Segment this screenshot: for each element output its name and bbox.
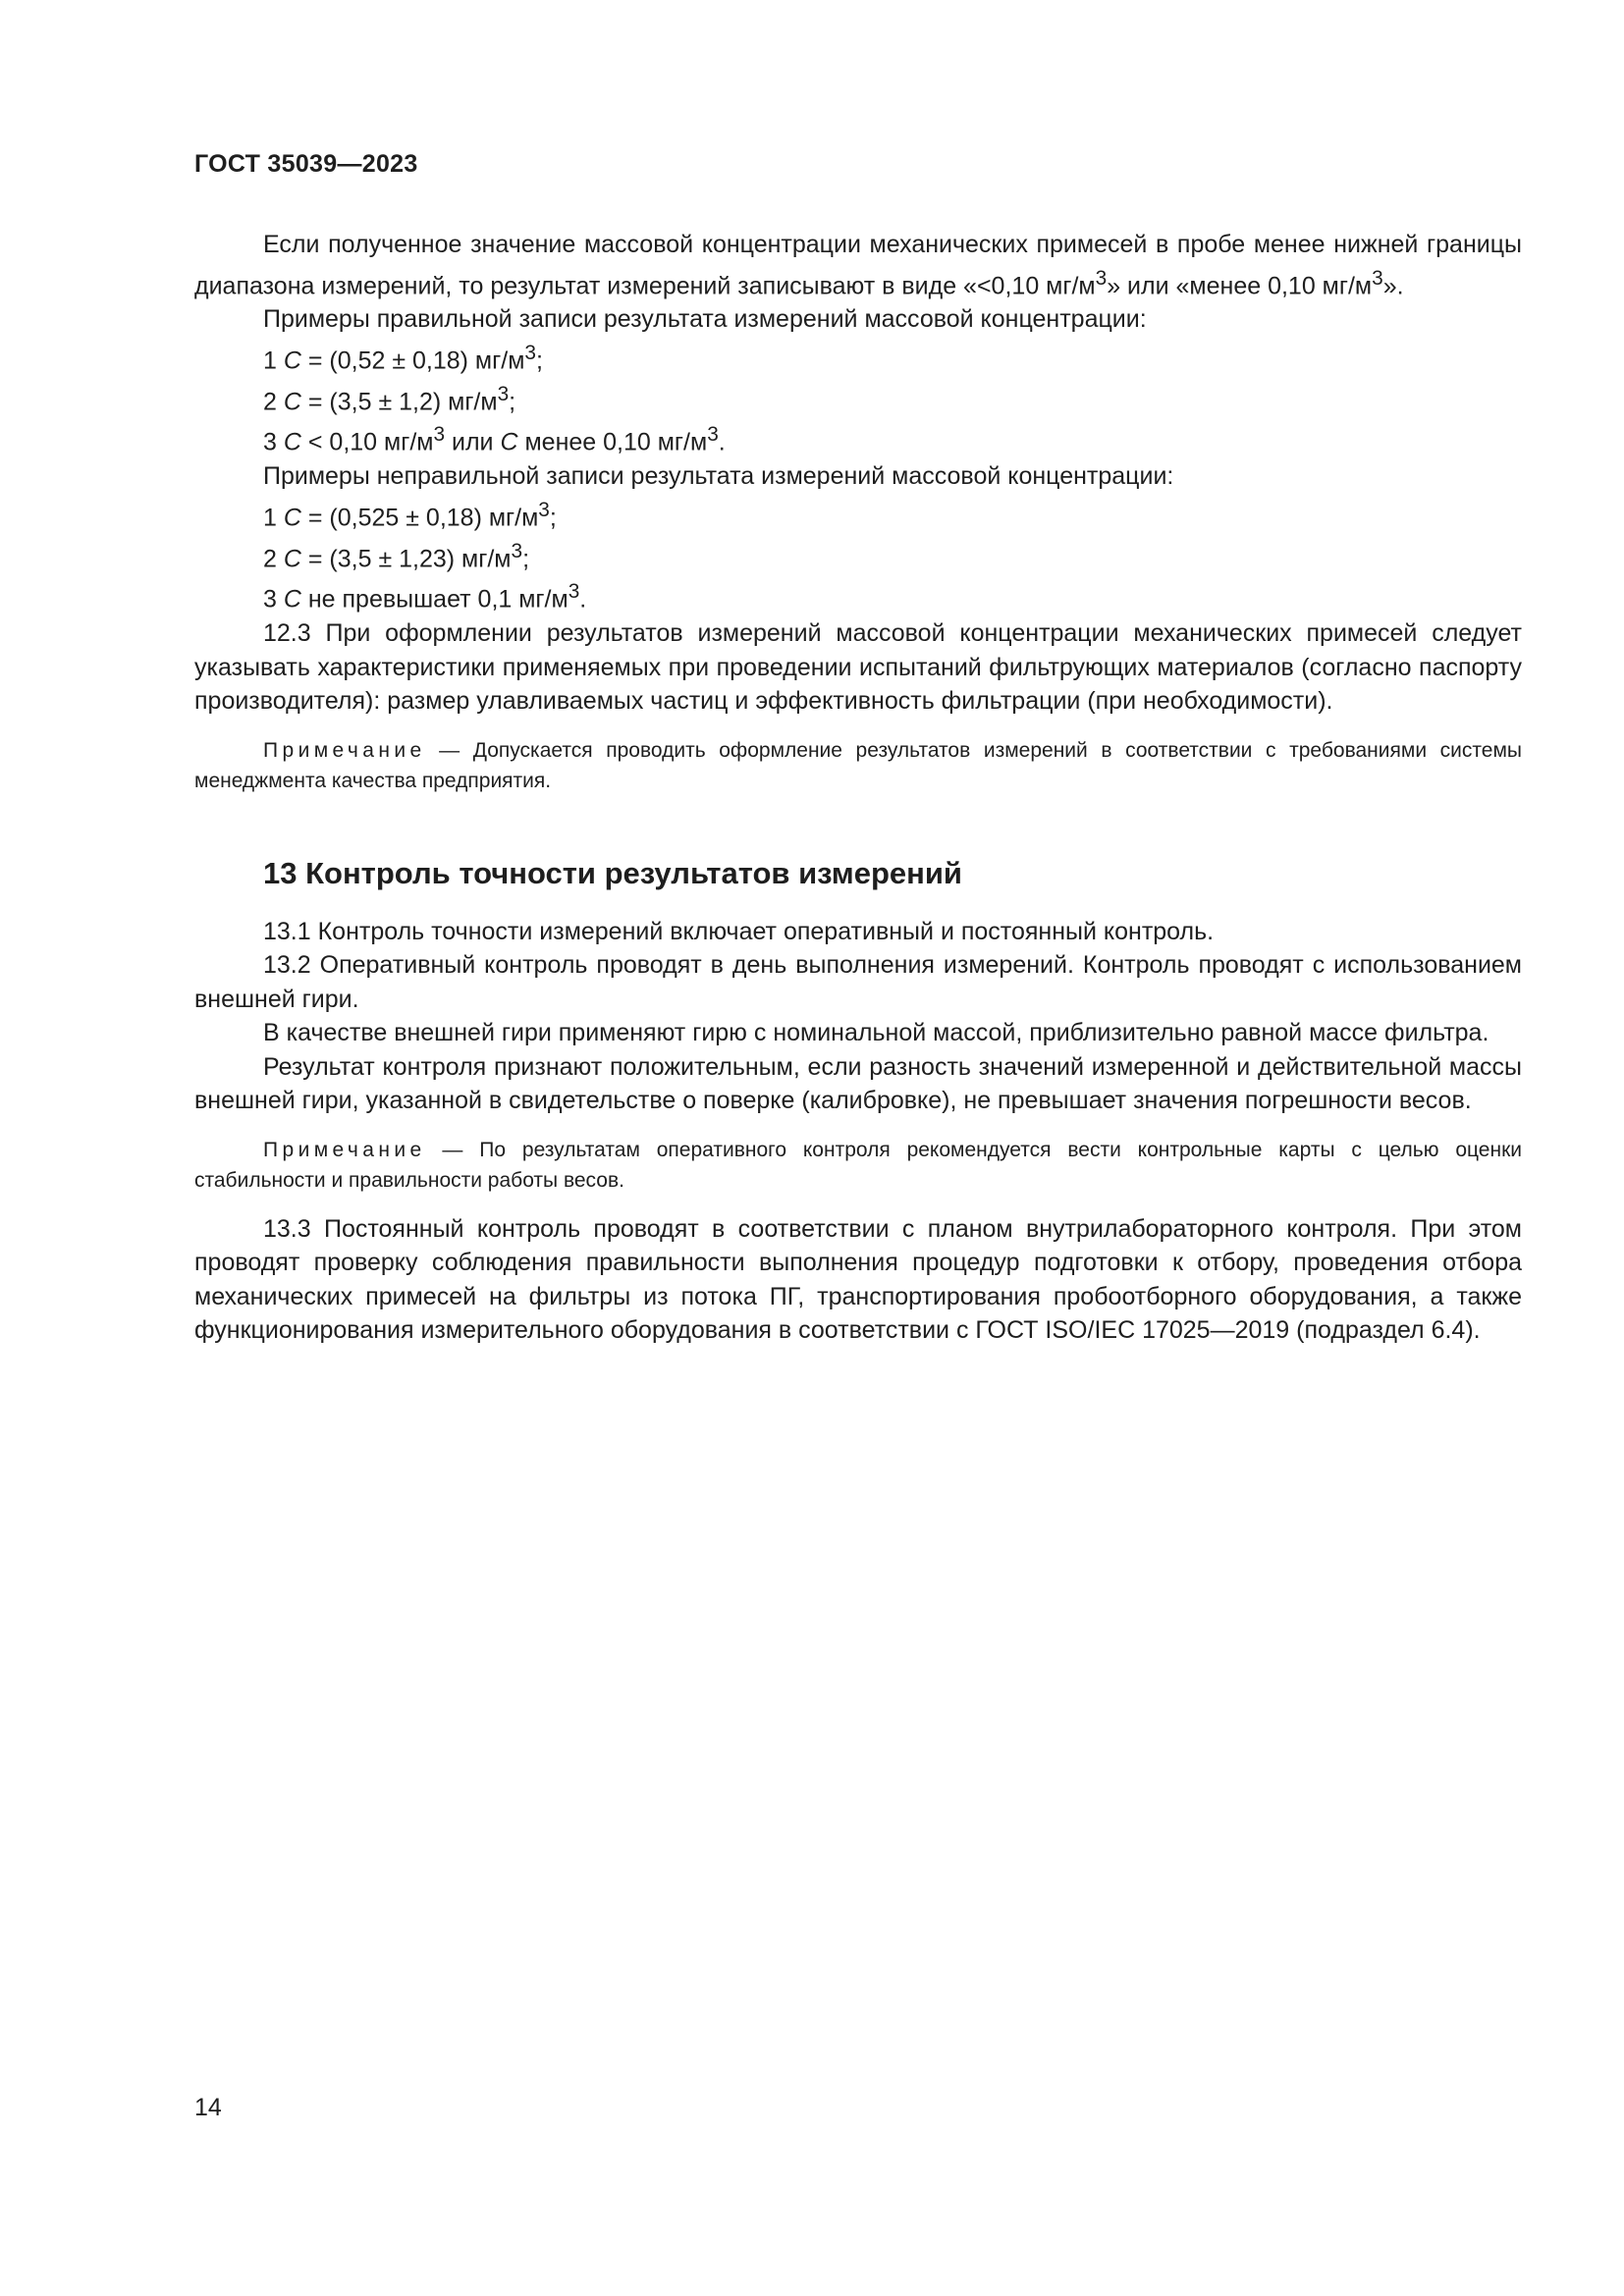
correct-example-item bbox=[194, 337, 1522, 378]
note-text: — Допускается проводить оформление результатов измерений в соответствии с требованиями системы менеджмента качества предприятия. bbox=[194, 738, 1522, 792]
paragraph-text: » или «менее 0,10 мг/м bbox=[1107, 271, 1373, 299]
item-number: 3 bbox=[263, 585, 277, 614]
item-text: = (0,52 ± 0,18) мг/м bbox=[300, 347, 525, 375]
paragraph-13-2: 13.2 Оперативный контроль проводят в день выполнения измерений. Контроль проводят с использованием внешней гири. bbox=[194, 951, 1522, 1013]
superscript: 3 bbox=[433, 423, 446, 447]
item-text: или bbox=[445, 428, 501, 456]
item-text: не превышает 0,1 мг/м bbox=[300, 585, 568, 614]
variable-symbol: C bbox=[283, 504, 301, 532]
superscript: 3 bbox=[1372, 266, 1383, 290]
superscript: 3 bbox=[1095, 266, 1108, 290]
paragraph-lower-limit-record bbox=[194, 228, 1522, 302]
correct-example-item bbox=[194, 378, 1522, 419]
item-end: ; bbox=[522, 544, 530, 572]
paragraph-external-weight: В качестве внешней гири применяют гирю с номинальной массой, приблизительно равной массе фильтра. bbox=[263, 1019, 1489, 1047]
item-end: ; bbox=[509, 387, 516, 415]
superscript: 3 bbox=[538, 498, 550, 521]
correct-example-item bbox=[194, 418, 1522, 459]
note-label: Примечание bbox=[263, 738, 426, 762]
correct-examples-intro: Примеры правильной записи результата измерений массовой концентрации: bbox=[263, 305, 1147, 334]
section-13-heading: 13 Контроль точности результатов измерений bbox=[263, 855, 962, 890]
item-end: . bbox=[718, 428, 726, 456]
superscript: 3 bbox=[568, 580, 580, 604]
spacer bbox=[194, 893, 1522, 915]
item-number: 2 bbox=[263, 387, 277, 415]
paragraph-13-1: 13.1 Контроль точности измерений включает оперативный и постоянный контроль. bbox=[263, 917, 1215, 945]
variable-symbol: C bbox=[283, 544, 301, 572]
superscript: 3 bbox=[707, 423, 719, 447]
item-number: 1 bbox=[263, 504, 277, 532]
document-code-header: ГОСТ 35039—2023 bbox=[194, 150, 418, 178]
item-text: = (0,525 ± 0,18) мг/м bbox=[300, 504, 539, 532]
page-body bbox=[194, 228, 1522, 1348]
note-13 bbox=[194, 1135, 1522, 1196]
superscript: 3 bbox=[524, 341, 536, 364]
superscript: 3 bbox=[497, 382, 510, 405]
note-12 bbox=[194, 735, 1522, 796]
spacer bbox=[194, 1196, 1522, 1212]
note-label: Примечание bbox=[263, 1138, 426, 1161]
item-text: = (3,5 ± 1,2) мг/м bbox=[300, 387, 498, 415]
item-end: ; bbox=[549, 504, 557, 532]
item-text: < 0,10 мг/м bbox=[300, 428, 434, 456]
item-number: 1 bbox=[263, 347, 277, 375]
variable-symbol: C bbox=[283, 387, 301, 415]
item-text: менее 0,10 мг/м bbox=[517, 428, 708, 456]
item-end: . bbox=[579, 585, 587, 614]
incorrect-example-item bbox=[194, 494, 1522, 535]
paragraph-control-result: Результат контроля признают положительным, если разность значений измеренной и действительной массы внешней гири, указанной в свидетельстве о поверке (калибровке), не превышает значения погрешности весов. bbox=[194, 1052, 1522, 1115]
variable-symbol: C bbox=[283, 585, 301, 614]
incorrect-examples-intro: Примеры неправильной записи результата измерений массовой концентрации: bbox=[263, 462, 1174, 491]
paragraph-text: Если полученное значение массовой концентрации механических примесей в пробе менее нижней границы диапазона измерений, то результат измерений записывают в виде «<0,10 мг/м bbox=[194, 231, 1522, 299]
variable-symbol: C bbox=[283, 347, 301, 375]
paragraph-text: ». bbox=[1382, 271, 1404, 299]
item-end: ; bbox=[535, 347, 543, 375]
incorrect-example-item bbox=[194, 535, 1522, 576]
paragraph-13-3: 13.3 Постоянный контроль проводят в соответствии с планом внутрилабораторного контроля. При этом проводят проверку соблюдения правильности выполнения процедур подготовки к отбору, проведения отбора механических примесей на фильтры из потока ПГ, транспортирования пробоотборного оборудования, а также функционирования измерительного оборудования в соответствии с ГОСТ ISO/IEC 17025—2019 (подраздел 6.4). bbox=[194, 1214, 1522, 1345]
variable-symbol: C bbox=[500, 428, 518, 456]
variable-symbol: C bbox=[283, 428, 301, 456]
item-text: = (3,5 ± 1,23) мг/м bbox=[300, 544, 512, 572]
note-text: — По результатам оперативного контроля рекомендуется вести контрольные карты с целью оценки стабильности и правильности работы весов. bbox=[194, 1138, 1522, 1192]
page-number: 14 bbox=[194, 2094, 222, 2121]
item-number: 2 bbox=[263, 544, 277, 572]
incorrect-example-item bbox=[194, 575, 1522, 616]
item-number: 3 bbox=[263, 428, 277, 456]
paragraph-12-3: 12.3 При оформлении результатов измерений массовой концентрации механических примесей следует указывать характеристики применяемых при проведении испытаний фильтрующих материалов (согласно паспорту производителя): размер улавливаемых частиц и эффективность фильтрации (при необходимости). bbox=[194, 619, 1522, 716]
superscript: 3 bbox=[511, 539, 523, 562]
